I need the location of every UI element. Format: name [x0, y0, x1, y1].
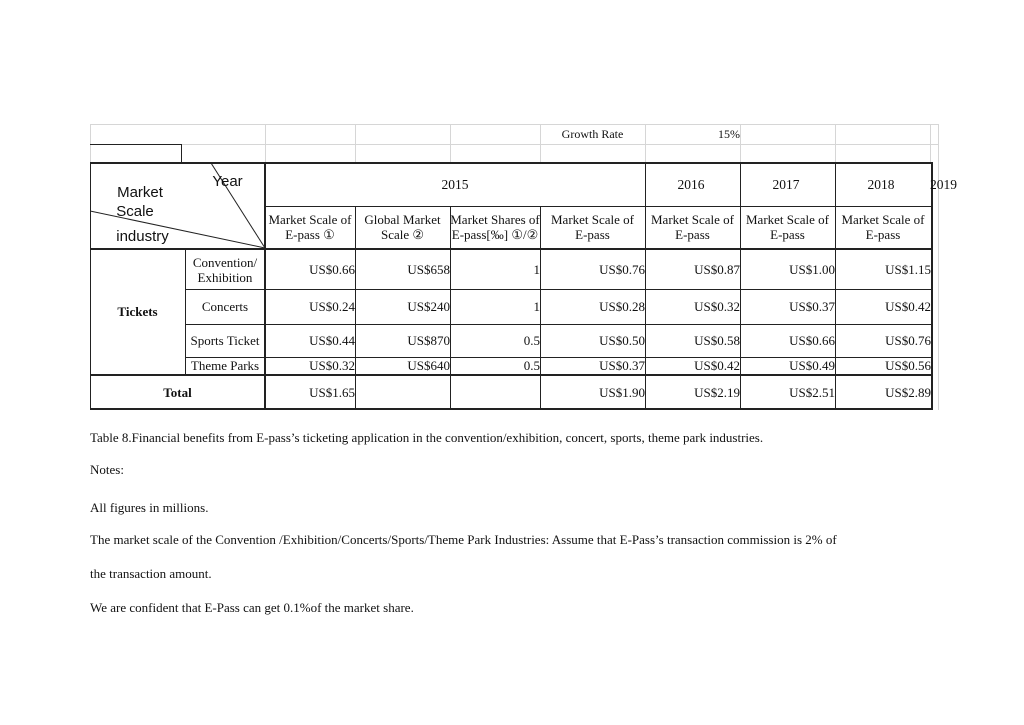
column-header-6: [835, 206, 931, 248]
column-header-4-line2: E-pass: [675, 227, 710, 242]
row-label-1: Concerts: [201, 299, 249, 314]
column-header-1: [355, 206, 450, 248]
table-cell: US$0.32: [309, 358, 355, 373]
note-line-1: All figures in millions.: [90, 500, 209, 515]
sheet-gridline-v: [265, 124, 266, 163]
row-label-0-line1: Convention/: [192, 254, 258, 270]
corner-scale-label: Scale: [116, 202, 154, 220]
table-cell: US$0.66: [789, 333, 835, 348]
total-cell: US$2.51: [789, 384, 835, 400]
table-cell: US$0.37: [789, 299, 835, 314]
column-header-2-line2: E-pass[‰] ①/②: [451, 227, 539, 242]
column-header-4-line1: Market Scale of: [650, 212, 735, 227]
table-cell: US$0.49: [789, 358, 835, 373]
notes-heading: Notes:: [90, 462, 124, 477]
column-header-3: [540, 206, 645, 248]
table-border-bottom: [90, 408, 933, 410]
table-cell: US$0.42: [694, 358, 740, 373]
column-header-3-line2: E-pass: [575, 227, 610, 242]
column-header-2-line1: Market Shares of: [450, 212, 540, 227]
table-cell: US$0.66: [309, 262, 355, 277]
table-cell: US$0.50: [599, 333, 645, 348]
column-header-1-line2: Scale ②: [380, 227, 425, 242]
small-cell-border: [90, 144, 181, 145]
row-label-2: Sports Ticket: [190, 333, 260, 348]
row-label-3: Theme Parks: [190, 358, 260, 373]
year-header-2015: 2015: [441, 177, 469, 192]
column-header-3-line1: Market Scale of: [550, 212, 635, 227]
table-cell: US$0.28: [599, 299, 645, 314]
corner-market-label: Market: [117, 183, 163, 201]
table-cell: US$1.00: [789, 262, 835, 277]
column-header-5-line1: Market Scale of: [745, 212, 830, 227]
column-header-6-line1: Market Scale of: [841, 212, 925, 227]
sheet-gridline-v: [450, 124, 451, 163]
table-cell: US$0.87: [694, 262, 740, 277]
table-caption: Table 8.Financial benefits from E-pass’s ticketing application in the convention/exhibition, concert, sports, theme park industries.: [90, 430, 764, 445]
total-label: Total: [163, 384, 192, 400]
table-cell: US$0.37: [599, 358, 645, 373]
year-header-2016: 2016: [677, 177, 705, 192]
note-line-3: the transaction amount.: [90, 566, 212, 581]
sheet-gridline-v: [355, 124, 356, 163]
column-header-6-line2: E-pass: [865, 227, 901, 242]
table-cell: US$240: [407, 299, 450, 314]
corner-year-label: Year: [212, 172, 243, 190]
column-header-0-line1: Market Scale of: [268, 212, 352, 227]
small-cell-border: [181, 144, 182, 163]
column-header-4: [645, 206, 740, 248]
table-cell: US$1.15: [885, 262, 931, 277]
column-header-5-line2: E-pass: [770, 227, 805, 242]
table-cell: US$658: [407, 262, 450, 277]
growth-rate-value: 15%: [718, 126, 740, 141]
total-cell: US$2.89: [885, 384, 931, 400]
note-line-4: We are confident that E-Pass can get 0.1%of the market share.: [90, 600, 414, 615]
year-header-2017: 2017: [772, 177, 800, 192]
table-cell: US$640: [407, 358, 450, 373]
total-cell: US$2.19: [694, 384, 740, 400]
sheet-gridline-v: [930, 124, 931, 163]
column-header-0-line2: E-pass ①: [285, 227, 335, 242]
total-cell: [450, 376, 546, 408]
table-cell: 0.5: [523, 333, 540, 348]
financial-benefits-table: [90, 124, 957, 410]
sheet-gridline-v: [835, 124, 836, 163]
column-header-0: [265, 206, 355, 248]
total-cell: US$1.65: [309, 384, 355, 400]
total-cell: US$1.90: [599, 384, 645, 400]
year-header-2018: 2018: [867, 177, 895, 192]
growth-rate-label: Growth Rate: [561, 126, 624, 141]
table-cell: US$0.24: [309, 299, 355, 314]
column-header-5: [740, 206, 835, 248]
row-label-0-line2: Exhibition: [197, 269, 253, 285]
corner-industry-label: industry: [116, 227, 169, 245]
sheet-gridline-h: [90, 144, 938, 145]
group-label-tickets: Tickets: [117, 303, 158, 319]
table-cell: US$0.32: [694, 299, 740, 314]
sheet-gridline-h: [90, 124, 938, 125]
table-cell: 1: [533, 299, 540, 314]
table-cell: US$0.56: [885, 358, 931, 373]
table-cell: US$0.76: [885, 333, 931, 348]
table-cell: 1: [533, 262, 540, 277]
year-header-2019: 2019: [930, 177, 957, 192]
table-cell: US$0.76: [599, 262, 645, 277]
table-cell: US$870: [407, 333, 450, 348]
table-cell: US$0.44: [309, 333, 355, 348]
total-cell: [355, 376, 456, 408]
note-line-2: The market scale of the Convention /Exhibition/Concerts/Sports/Theme Park Industries: Assume that E-Pass’s transaction commission is 2% of: [90, 532, 837, 547]
table-cell: 0.5: [523, 358, 540, 373]
table-cell: US$0.42: [885, 299, 931, 314]
column-header-1-line1: Global Market: [364, 212, 441, 227]
table-cell: US$0.58: [694, 333, 740, 348]
column-header-2: [450, 206, 540, 248]
row-label-0: [185, 250, 265, 289]
